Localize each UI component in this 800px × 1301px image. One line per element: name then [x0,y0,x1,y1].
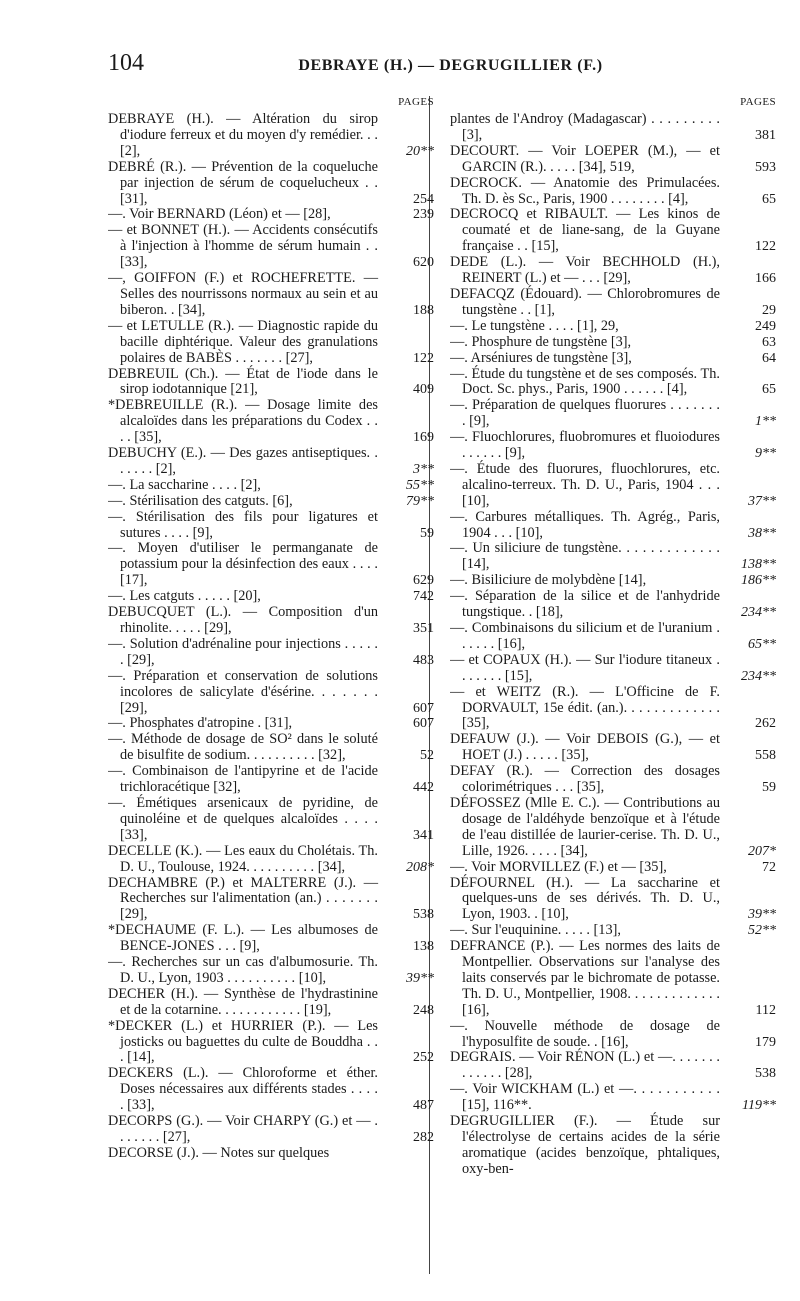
entry-page-number: 166 [755,271,776,287]
index-entry [450,287,776,319]
entry-text: *DECKER (L.) et HURRIER (P.). — Les josticks ou baguettes du culte de Bouddha . . . [14], [108,1017,378,1066]
entry-text: — et COPAUX (H.). — Sur l'iodure titaneux . . . . . . . [15], [450,651,720,684]
index-entry [108,494,434,510]
entry-page-number: 282 [413,1130,434,1145]
entry-page-number: 122 [755,239,776,255]
index-entry [450,541,776,573]
index-entry [108,876,434,924]
entry-text: —. Les catguts . . . . . [20], [108,588,261,605]
index-entry [108,669,434,717]
index-entry [108,223,434,271]
page-header [108,50,773,76]
entry-page-number: 620 [413,255,434,271]
entry-text: —. Recherches sur un cas d'albumosurie. Th. D. U., Lyon, 1903 . . . . . . . . . . [10], [108,954,378,986]
index-entry [108,1066,434,1114]
entry-text: —. Solution d'adrénaline pour injections . . . . . . [29], [108,635,378,668]
index-entry [450,1114,776,1178]
right-column [450,92,776,1277]
index-entry [108,764,434,796]
entry-page-number: 409 [413,382,434,398]
index-entry [108,987,434,1019]
index-entry [450,860,776,876]
index-entry [450,796,776,860]
entry-page-number: 59 [420,525,434,541]
entry-page-number: 341 [413,827,434,843]
entry-text: —. Fluochlorures, fluobromures et fluoiodures . . . . . . [9], [450,429,720,462]
index-entry [450,255,776,287]
index-entry [450,510,776,542]
entry-text: —. Voir MORVILLEZ (F.) et — [35], [450,858,667,875]
entry-page-number: 38** [748,525,776,541]
entry-text: —. Phosphates d'atropine . [31], [108,715,293,732]
entry-page-number: 169 [413,430,434,446]
entry-page-number: 186** [741,573,776,589]
entry-page-number: 249 [755,318,776,334]
entry-text: DEFAUW (J.). — Voir DEBOIS (G.), — et HOET (J.) . . . . . [35], [450,731,720,764]
index-entry [108,955,434,987]
index-entry [108,510,434,542]
entry-page-number: 538 [413,907,434,923]
entry-page-number: 20** [406,143,434,159]
index-entry [450,144,776,176]
entry-page-number: 248 [413,1002,434,1018]
index-entry [450,207,776,255]
index-entry [108,112,434,160]
entry-text: DECHER (H.). — Synthèse de l'hydrastinine et de la cotarnine. . . . . . . . . . . . [19], [108,985,378,1018]
entry-text: —. Arséniures de tungstène [3], [450,349,632,366]
index-entry [108,844,434,876]
entry-page-number: 538 [755,1066,776,1082]
entry-page-number: 9** [755,446,776,462]
entry-text: —. Carbures métalliques. Th. Agrég., Paris, 1904 . . . [10], [450,508,720,541]
entry-text: —. La saccharine . . . . [2], [108,476,261,493]
entry-page-number: 138** [741,557,776,573]
index-entry [450,876,776,924]
entry-text: DEBRÉ (R.). — Prévention de la coqueluche par injection de sérum de coquelucheux . . [31], [108,158,378,207]
index-entry [108,367,434,399]
entry-page-number: 52** [748,923,776,939]
entry-text: DECROCK. — Anatomie des Primulacées. Th. D. ès Sc., Paris, 1900 . . . . . . . . [4], [450,174,720,207]
entry-page-number: 351 [413,621,434,636]
entry-text: —. Préparation de quelques fluorures . . . . . . . . [9], [450,397,720,430]
running-head: DEBRAYE (H.) — DEGRUGILLIER (F.) [298,57,603,74]
entry-page-number: 3** [413,461,434,477]
index-entry [450,1082,776,1114]
entry-page-number: 65 [762,191,776,207]
entry-text: DEFACQZ (Édouard). — Chlorobromures de tungstène . . [1], [450,285,720,318]
index-entry [450,430,776,462]
entry-text: DEDE (L.). — Voir BECHHOLD (H.), REINERT (L.) et — . . . [29], [450,254,720,287]
entry-page-number: 65 [762,382,776,398]
index-entry [450,176,776,208]
index-entry [108,478,434,494]
index-entry [450,589,776,621]
page-number: 104 [108,50,144,76]
index-entry [450,653,776,685]
entry-page-number: 742 [413,589,434,605]
index-entry [450,621,776,653]
entry-page-number: 37** [748,493,776,509]
index-entry [450,732,776,764]
entry-text: DÉFOSSEZ (Mlle E. C.). — Contributions au dosage de l'aldéhyde benzoïque et à l'étude de l'eau distillée de laurier-cerise. Th. D. U., Lille, 1926. . . . . [34], [450,794,720,859]
index-entry [108,716,434,732]
index-entry [450,573,776,589]
entry-page-number: 179 [755,1034,776,1050]
entry-text: —, GOIFFON (F.) et ROCHEFRETTE. — Selles des nourrissons normaux au sein et au biberon. . [34], [108,270,378,318]
index-entry [108,160,434,208]
entry-text: plantes de l'Androy (Madagascar) . . . . . . . . . [3], [450,111,720,143]
entry-page-number: 208* [406,859,434,875]
entry-text: —. Méthode de dosage de SO² dans le soluté de bisulfite de sodium. . . . . . . . . . [32], [108,731,378,764]
entry-text: —. Phosphure de tungstène [3], [450,333,632,350]
entry-page-number: 262 [755,716,776,732]
entry-text: —. Voir WICKHAM (L.) et —. . . . . . . . . . . [15], 116**. [450,1081,720,1114]
pages-label: PAGES [398,96,434,108]
index-entry [108,1114,434,1146]
entry-text: DEFAY (R.). — Correction des dosages colorimétriques . . . [35], [450,763,720,796]
entry-text: —. Stérilisation des catguts. [6], [108,492,293,509]
entry-text: DECELLE (K.). — Les eaux du Cholétais. Th. D. U., Toulouse, 1924. . . . . . . . . . [34], [108,842,378,875]
pages-label: PAGES [740,96,776,108]
index-entry [450,319,776,335]
index-entry [450,1050,776,1082]
entry-page-number: 483 [413,652,434,668]
entry-text: *DECHAUME (F. L.). — Les albumoses de BENCE-JONES . . . [9], [108,922,378,955]
index-entry [108,796,434,844]
index-entry [108,605,434,637]
index-entry [450,764,776,796]
entry-text: DECROCQ et RIBAULT. — Les kinos de coumaté et de liane-sang, de la Guyane française . . [15], [450,206,720,255]
left-column [108,92,434,1277]
index-entry [108,446,434,478]
entry-text: —. Sur l'euquinine. . . . . [13], [450,922,621,939]
entry-page-number: 593 [755,159,776,175]
entry-page-number: 29 [762,302,776,318]
index-entry [108,398,434,446]
index-entry [450,398,776,430]
entry-page-number: 207* [748,843,776,859]
index-entry [450,685,776,733]
entry-page-number: 64 [762,350,776,366]
index-entry [450,112,776,144]
entry-text: —. Un siliciure de tungstène. . . . . . . . . . . . . [14], [450,540,720,573]
entry-page-number: 442 [413,780,434,796]
entry-page-number: 65** [748,636,776,652]
entry-page-number: 239 [413,207,434,223]
entry-page-number: 188 [413,302,434,318]
entry-text: DECORPS (G.). — Voir CHARPY (G.) et — . . . . . . . [27], [108,1113,378,1145]
entry-page-number: 39** [406,970,434,986]
entry-text: DEBREUIL (Ch.). — État de l'iode dans le sirop iodotannique [21], [108,365,378,398]
entry-text: DECHAMBRE (P.) et MALTERRE (J.). — Recherches sur l'alimentation (an.) . . . . . . . [29], [108,874,378,923]
index-entry [450,367,776,399]
entry-text: DEBUCQUET (L.). — Composition d'un rhinolite. . . . . [29], [108,604,378,636]
index-entry [450,939,776,1019]
index-entry [108,637,434,669]
entry-text: DÉFOURNEL (H.). — La saccharine et quelques-uns de ses dérivés. Th. D. U., Lyon, 1903. . [10], [450,874,720,923]
entry-page-number: 119** [742,1098,776,1114]
entry-page-number: 112 [755,1002,776,1018]
entry-text: DECORSE (J.). — Notes sur quelques [108,1144,330,1161]
entry-text: DEGRAIS. — Voir RÉNON (L.) et —. . . . . . . . . . . . . [28], [450,1049,720,1082]
entry-text: — et LETULLE (R.). — Diagnostic rapide du bacille diphtérique. Valeur des granulations polaires de BABÈS . . . . . . . [27], [108,317,378,366]
index-entry [108,923,434,955]
index-entry [450,1019,776,1051]
index-entry [108,271,434,319]
entry-page-number: 607 [413,716,434,732]
index-entry [450,335,776,351]
entry-text: DEGRUGILLIER (F.). — Étude sur l'électrolyse de certains acides de la série aromatique (acides benzoïque, phtaliques, oxy-ben- [450,1113,720,1177]
entry-text: DECOURT. — Voir LOEPER (M.), — et GARCIN (R.). . . . . [34], 519, [450,142,720,175]
entry-page-number: 122 [413,350,434,366]
entry-text: DEFRANCE (P.). — Les normes des laits de Montpellier. Observations sur l'analyse des laits conservés par le bichromate de potasse. Th. D. U., Montpellier, 1908. . . . . . . . . . . . . [16], [450,938,720,1018]
entry-page-number: 254 [413,191,434,207]
entry-text: —. Bisiliciure de molybdène [14], [450,572,647,589]
entry-page-number: 381 [755,127,776,143]
entry-page-number: 607 [413,700,434,716]
entry-text: —. Étude des fluorures, fluochlorures, etc. alcalino-terreux. Th. D. U., Paris, 1904 . . . [10], [450,460,720,509]
entry-text: —. Voir BERNARD (Léon) et — [28], [108,206,331,223]
entry-text: —. Combinaisons du silicium et de l'uranium . . . . . . [16], [450,620,720,652]
entry-text: — et WEITZ (R.). — L'Officine de F. DORVAULT, 15e édit. (an.). . . . . . . . . . . . . [35], [450,683,720,732]
entry-text: —. Étude du tungstène et de ses composés. Th. Doct. Sc. phys., Paris, 1900 . . . . . . [4], [450,365,720,398]
entry-page-number: 234** [741,668,776,684]
entry-page-number: 52 [420,748,434,764]
entry-text: —. Nouvelle méthode de dosage de l'hyposulfite de soude. . [16], [450,1017,720,1050]
entry-page-number: 79** [406,493,434,509]
entry-text: —. Combinaison de l'antipyrine et de l'acide trichloracétique [32], [108,763,378,796]
entry-page-number: 138 [413,939,434,955]
entry-text: —. Émétiques arsenicaux de pyridine, de quinoléine et de quelques alcaloïdes . . . . [33], [108,794,378,843]
entry-page-number: 558 [755,748,776,764]
index-entry [108,541,434,589]
entry-text: *DEBREUILLE (R.). — Dosage limite des alcaloïdes dans les préparations du Codex . . . . [35], [108,397,378,446]
index-entry [450,351,776,367]
entry-text: —. Moyen d'utiliser le permanganate de potassium pour la désinfection des eaux . . . . [17], [108,540,378,589]
index-entry [108,1019,434,1067]
entry-text: —. Séparation de la silice et de l'anhydride tungstique. . [18], [450,588,720,621]
entry-text: —. Stérilisation des fils pour ligatures et sutures . . . . [9], [108,508,378,541]
entry-page-number: 1** [755,414,776,430]
entry-page-number: 487 [413,1098,434,1114]
entry-page-number: 39** [748,907,776,923]
entry-page-number: 234** [741,605,776,621]
entry-text: — et BONNET (H.). — Accidents consécutifs à l'injection à l'homme de sérum humain . . [33], [108,222,378,271]
entry-text: DEBUCHY (E.). — Des gazes antiseptiques. . . . . . . [2], [108,445,378,477]
index-entry [108,732,434,764]
entry-text: —. Préparation et conservation de solutions incolores de salicylate d'ésérine. . . . . . . [29], [108,667,378,716]
index-entry [450,923,776,939]
entry-page-number: 59 [762,780,776,796]
index-entry [108,589,434,605]
index-entry [450,462,776,510]
index-entry [108,1146,434,1162]
entry-page-number: 55** [406,477,434,493]
index-entry [108,207,434,223]
entry-page-number: 63 [762,334,776,350]
entry-text: DECKERS (L.). — Chloroforme et éther. Doses nécessaires aux différents stades . . . . . [33], [108,1065,378,1114]
entry-text: —. Le tungstène . . . . [1], 29, [450,317,619,334]
entry-text: DEBRAYE (H.). — Altération du sirop d'iodure ferreux et du moyen d'y remédier. . . [2], [108,111,378,159]
entry-page-number: 72 [762,859,776,875]
entry-page-number: 252 [413,1050,434,1066]
index-entry [108,319,434,367]
entry-page-number: 629 [413,573,434,589]
